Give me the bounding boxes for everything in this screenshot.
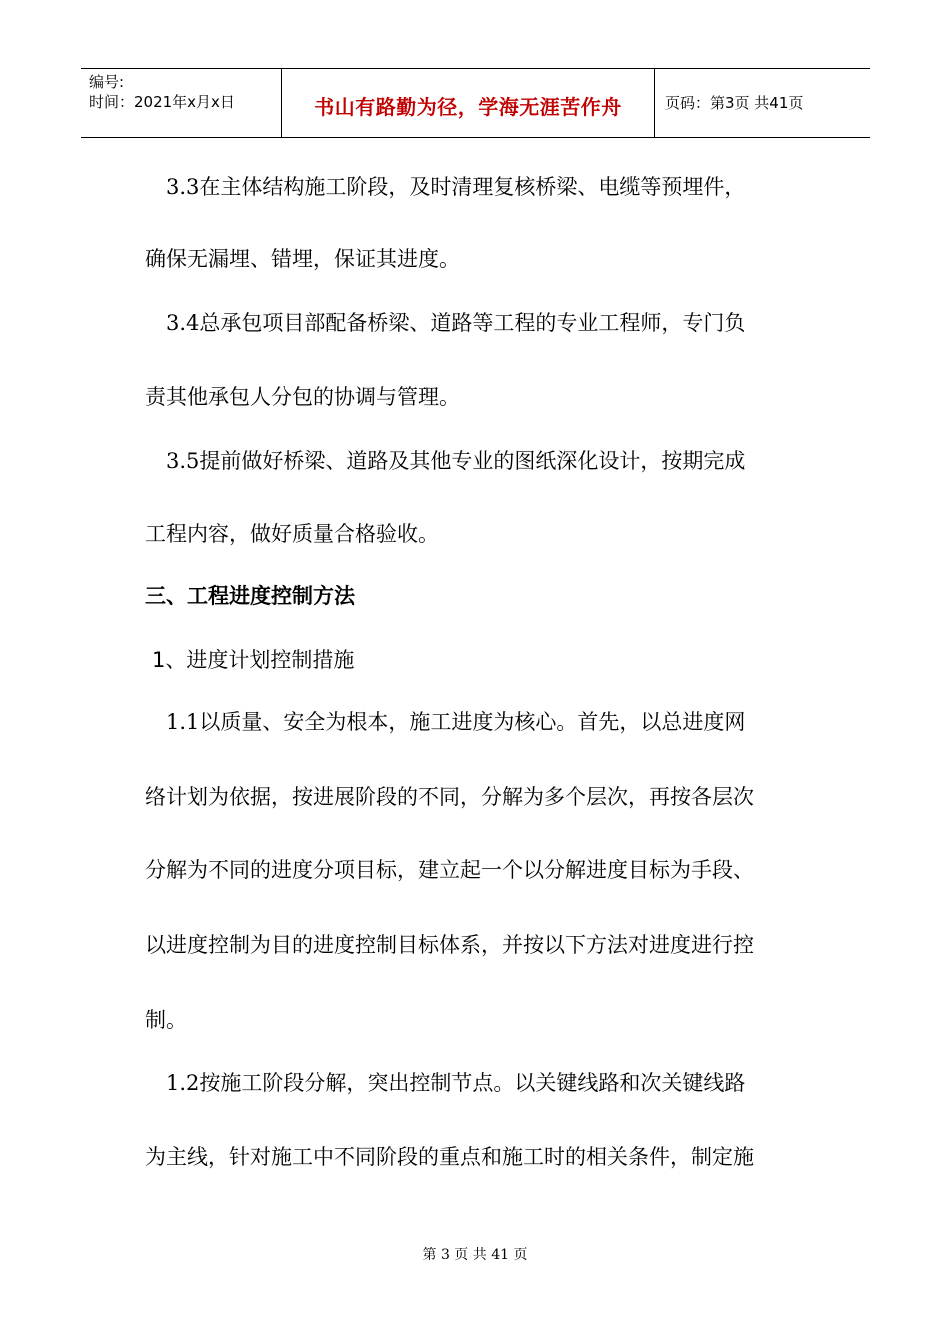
document-code-label: 编号: <box>89 73 125 91</box>
page-footer: 第 3 页 共 41 页 <box>422 1247 528 1263</box>
paragraph-line: 确保无漏埋、错埋，保证其进度。 <box>145 247 460 271</box>
paragraph-line: 以进度控制为目的进度控制目标体系，并按以下方法对进度进行控 <box>145 933 754 957</box>
paragraph-line: 3.5提前做好桥梁、道路及其他专业的图纸深化设计，按期完成 <box>166 449 746 473</box>
paragraph-line: 1.1以质量、安全为根本，施工进度为核心。首先，以总进度网 <box>166 710 746 734</box>
header-page-info: 页码：第3页 共41页 <box>665 94 804 112</box>
document-header <box>81 68 870 138</box>
subsection-heading: 1、进度计划控制措施 <box>152 648 355 672</box>
paragraph-line: 为主线，针对施工中不同阶段的重点和施工时的相关条件，制定施 <box>145 1145 754 1169</box>
paragraph-line: 1.2按施工阶段分解，突出控制节点。以关键线路和次关键线路 <box>166 1071 746 1095</box>
paragraph-line: 分解为不同的进度分项目标，建立起一个以分解进度目标为手段、 <box>145 858 754 882</box>
header-page-cell <box>655 69 870 137</box>
header-motto: 书山有路勤为径，学海无涯苦作舟 <box>314 95 622 119</box>
header-info-cell <box>81 69 282 137</box>
paragraph-line: 络计划为依据，按进展阶段的不同，分解为多个层次，再按各层次 <box>145 785 754 809</box>
paragraph-line: 制。 <box>145 1008 187 1032</box>
paragraph-line: 3.3在主体结构施工阶段，及时清理复核桥梁、电缆等预埋件， <box>166 175 746 199</box>
document-date: 时间：2021年x月x日 <box>89 93 235 111</box>
header-motto-cell <box>282 69 655 137</box>
paragraph-line: 责其他承包人分包的协调与管理。 <box>145 385 460 409</box>
section-heading: 三、工程进度控制方法 <box>145 584 355 608</box>
paragraph-line: 3.4总承包项目部配备桥梁、道路等工程的专业工程师，专门负 <box>166 311 746 335</box>
paragraph-line: 工程内容，做好质量合格验收。 <box>145 522 439 546</box>
